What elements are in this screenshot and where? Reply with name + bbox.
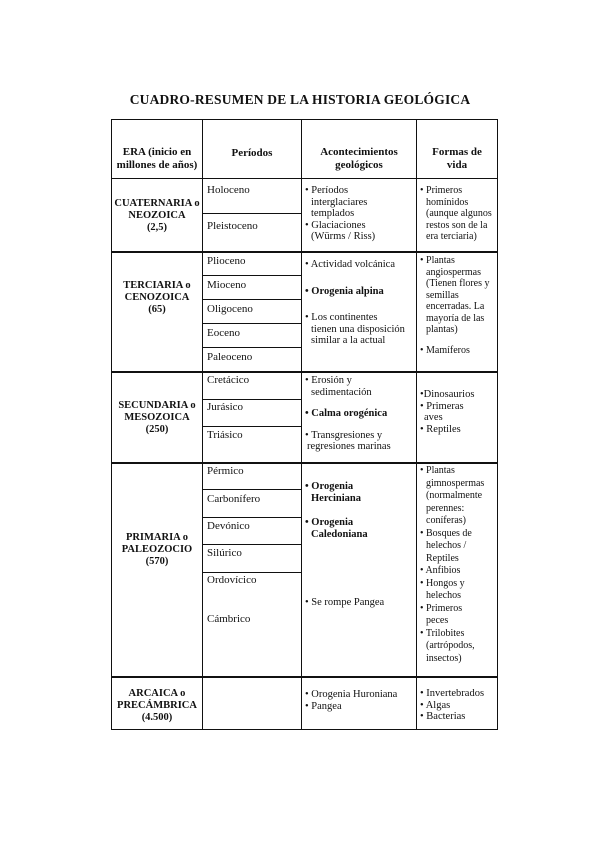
period-carbonifero: Carbonífero [207,493,261,505]
events-cuaternaria: • Períodos interglaciares templados • Glaciaciones (Würms / Riss) [305,185,376,242]
table-border-top [111,119,498,120]
header-era: ERA (inicio en millones de años) [116,146,198,171]
geologic-history-table [111,119,498,730]
events-arcaica: • Orogenia Huroniana • Pangea [305,689,398,712]
era-name-primaria: PRIMARIA o PALEOZOCIO (570) [121,532,193,567]
period-separator [202,544,301,545]
period-ordovicico: Ordovícico [207,574,257,586]
period-separator [202,489,301,490]
era-separator [111,251,498,253]
period-cambrico: Cámbrico [207,613,251,625]
period-holoceno: Holoceno [207,184,250,196]
era-separator [111,462,498,464]
era-name-secundaria: SECUNDARIA o MESOZOICA (250) [118,400,196,435]
era-separator [111,371,498,373]
header-acontecimientos: Acontecimientos geológicos [320,146,398,171]
header-separator [111,178,498,179]
events-secundaria: • Erosión y sedimentación • Calma orogénica • Transgresiones y regresiones marinas [305,375,391,452]
period-separator [202,299,301,300]
period-silurico: Silúrico [207,547,242,559]
events-primaria-orogenias: • Orogenia Herciniana • Orogenia Caledoniana [305,481,368,540]
period-separator [202,426,301,427]
era-name-cuaternaria: CUATERNARIA o NEOZOICA (2,5) [114,198,200,233]
period-jurasico: Jurásico [207,401,244,413]
period-separator [202,399,301,400]
era-name-terciaria: TERCIARIA o CENOZOICA (65) [123,280,191,315]
header-periodos: Períodos [231,147,273,159]
events-terciaria: • Actividad volcánica • Orogenia alpina • Los continentes tienen una disposición similar a la actual [305,259,405,346]
column-divider-events [301,119,302,730]
table-border-bottom [111,729,498,730]
page-title: CUADRO-RESUMEN DE LA HISTORIA GEOLÓGICA [129,92,471,107]
era-separator [111,676,498,678]
period-separator [202,275,301,276]
period-permico: Pérmico [207,465,244,477]
life-primaria: • Plantas gimnospermas (normalmente perennes: coníferas) • Bosques de helechos / Reptiles • Anfibios • Hongos y helechos • Primeros peces • Trilobites (artrópodos, insectos) [420,465,485,664]
period-separator [202,572,301,573]
life-terciaria: • Plantas angiospermas (Tienen flores y semillas encerradas. La mayoría de las plantas) • Mamíferos [420,255,490,356]
era-name-arcaica: ARCAICA o PRECÁMBRICA (4.500) [117,688,197,723]
period-cretacico: Cretácico [207,374,250,386]
header-formas-de-vida: Formas de vida [432,146,482,171]
period-separator [202,517,301,518]
period-oligoceno: Oligoceno [207,303,253,315]
life-arcaica: • Invertebrados • Algas • Bacterias [420,688,485,722]
period-eoceno: Eoceno [207,327,240,339]
column-divider-periods [202,119,203,730]
period-separator [202,213,301,214]
column-divider-life [416,119,417,730]
period-separator [202,347,301,348]
period-triasico: Triásico [207,429,243,441]
period-paleoceno: Paleoceno [207,351,253,363]
period-plioceno: Plioceno [207,255,246,267]
events-primaria-pangea: • Se rompe Pangea [305,597,385,608]
life-cuaternaria: • Primeros homínidos (aunque algunos restos son de la era terciaria) [420,185,492,242]
period-devonico: Devónico [207,520,250,532]
life-secundaria: •Dinosaurios • Primeras aves • Reptiles [420,389,475,435]
period-mioceno: Mioceno [207,279,247,291]
period-separator [202,323,301,324]
period-pleistoceno: Pleistoceno [207,220,258,232]
